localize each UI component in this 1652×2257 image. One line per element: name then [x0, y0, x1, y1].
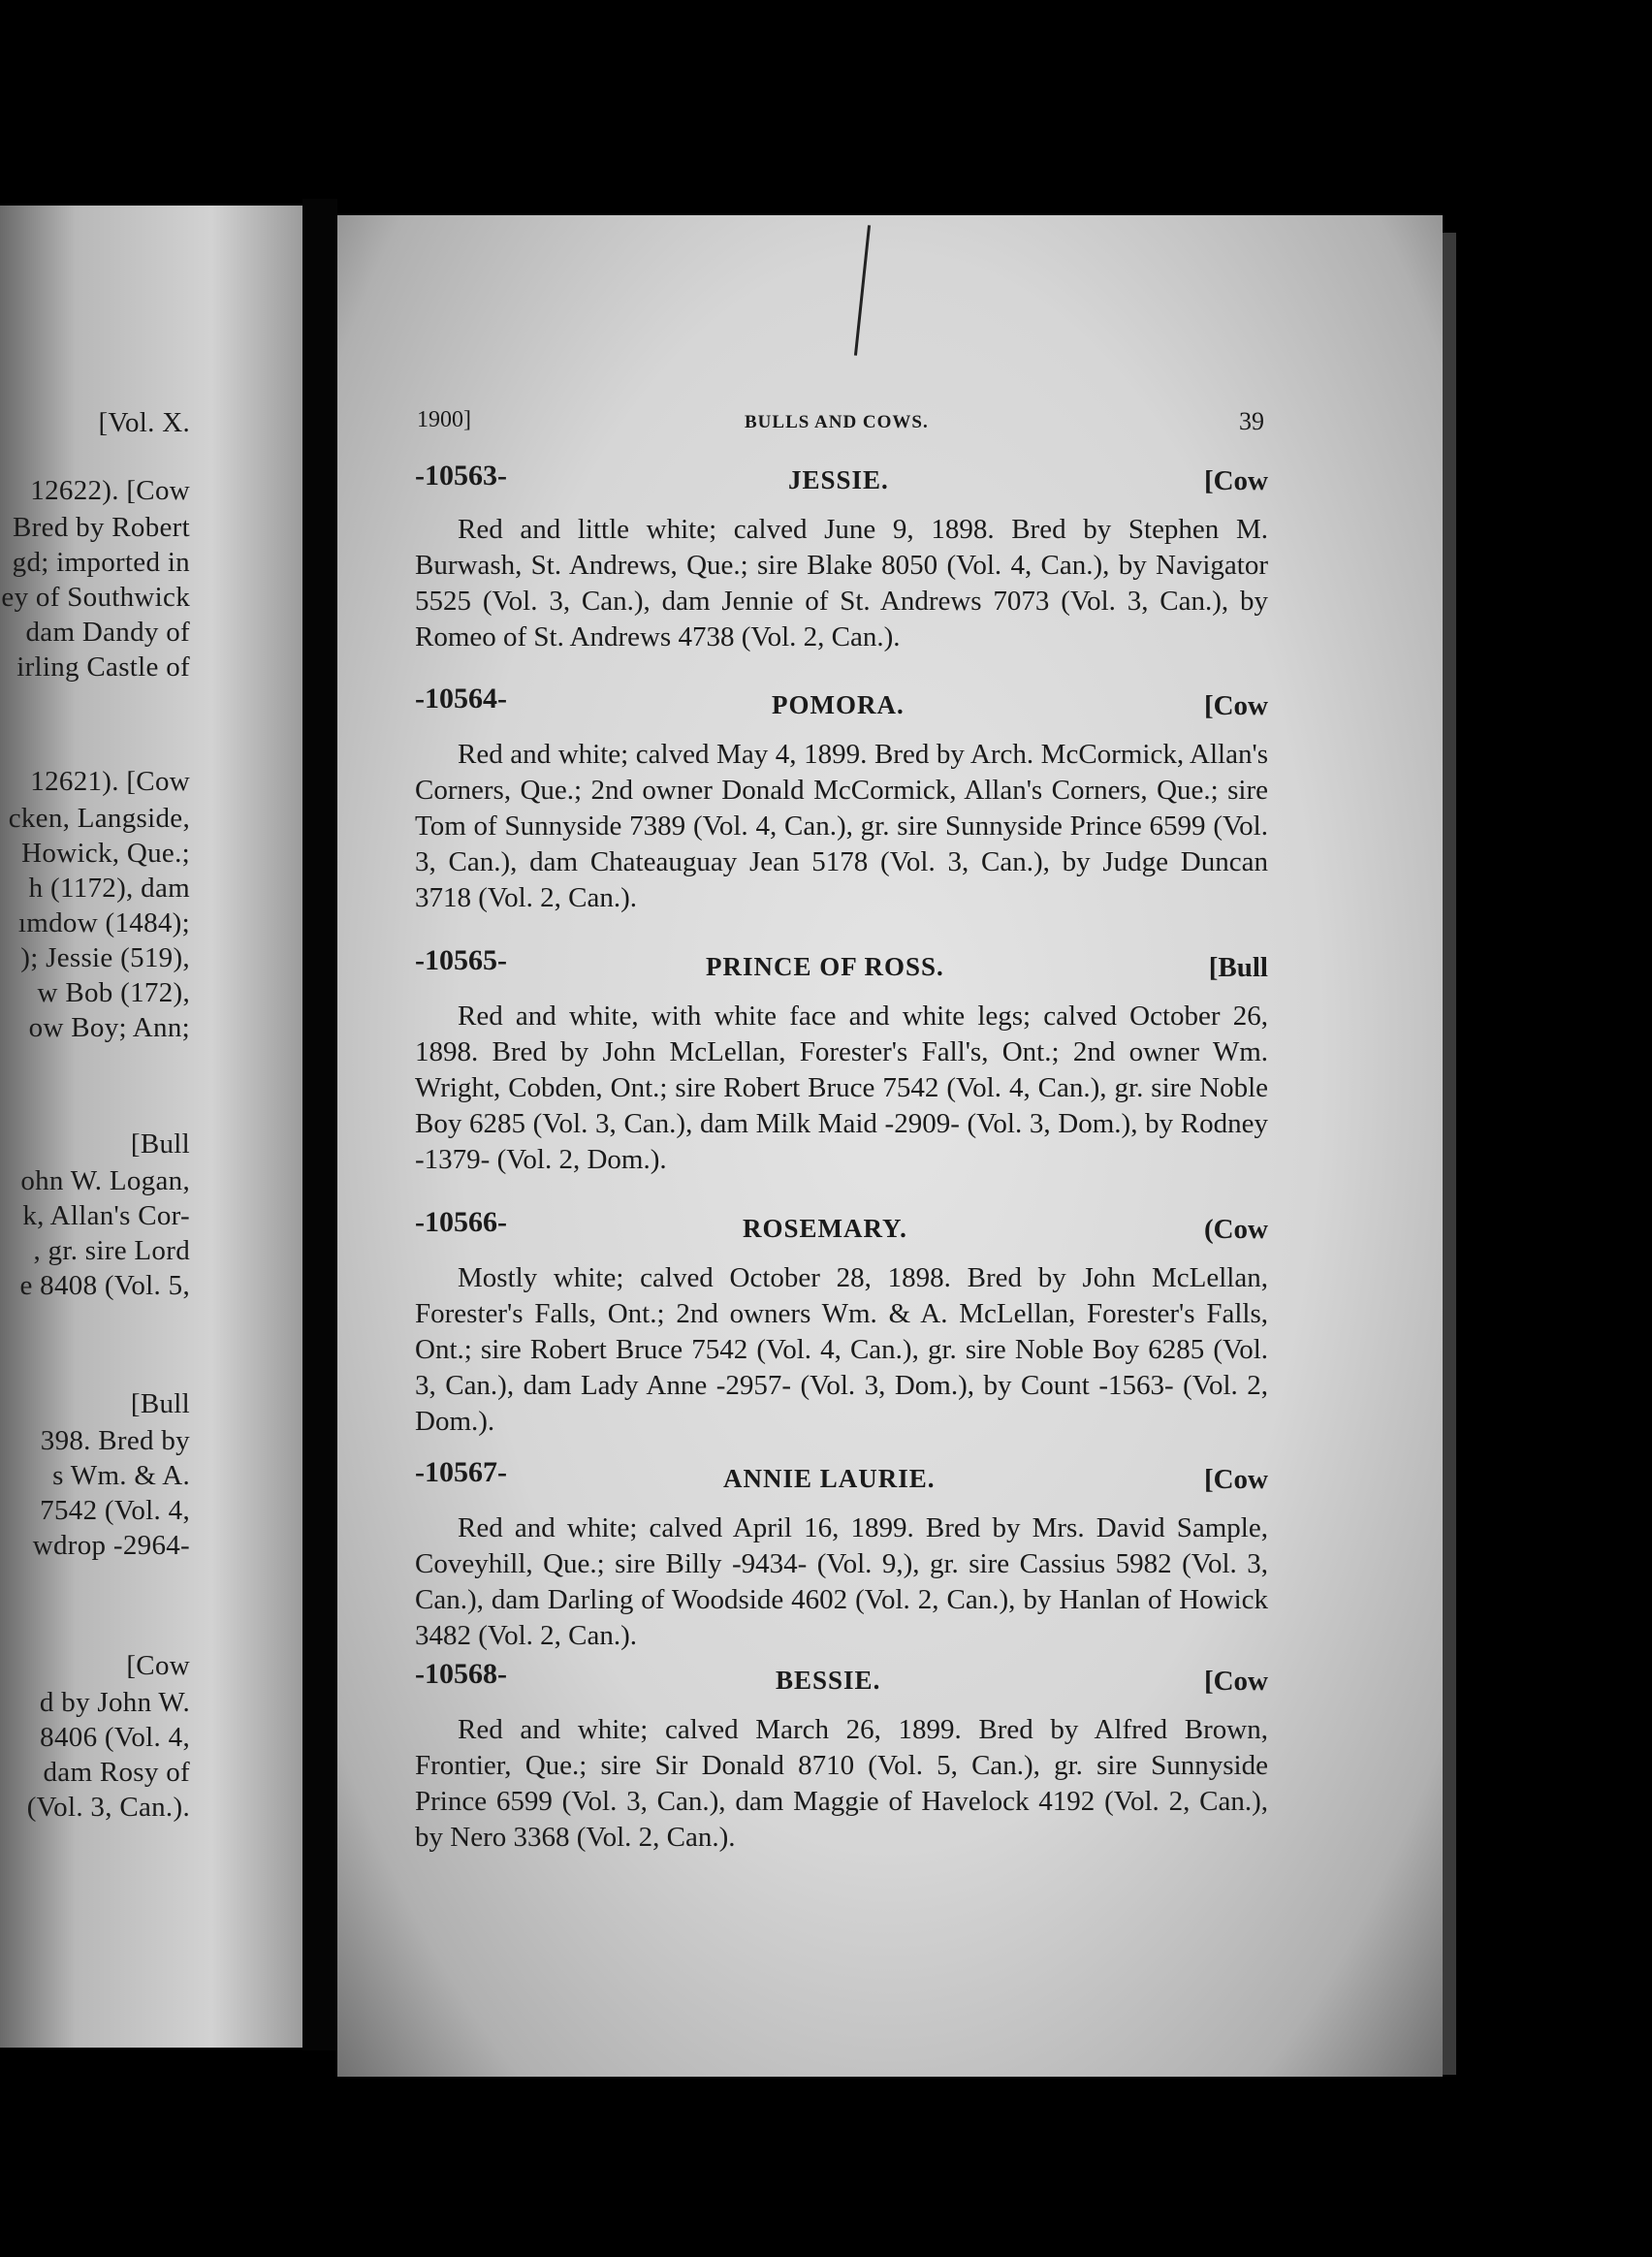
- left-page-line: 8406 (Vol. 4,: [40, 1722, 190, 1753]
- left-page-line: 12621). [Cow: [30, 766, 190, 797]
- entry-name: BESSIE.: [776, 1666, 881, 1695]
- left-page-line: s Wm. & A.: [52, 1460, 190, 1491]
- left-page-line: ); Jessie (519),: [20, 942, 190, 973]
- entry-sex: [Bull: [1208, 952, 1268, 983]
- entry-text: Red and white; calved March 26, 1899. Bred by Alfred Brown, Frontier, Que.; sire Sir Donald 8710 (Vol. 5, Can.), gr. sire Sunnyside Prince 6599 (Vol. 3, Can.), dam Maggie of Havelock 4192 (Vol. 2, Can.), by Nero 3368 (Vol. 2, Can.).: [415, 1714, 1268, 1853]
- entry-name: JESSIE.: [788, 465, 889, 494]
- left-page-line: cken, Langside,: [8, 803, 190, 834]
- entry-text: Red and white; calved May 4, 1899. Bred by Arch. McCormick, Allan's Corners, Que.; 2nd owner Donald McCormick, Allan's Corners, Que.; sire Tom of Sunnyside 7389 (Vol. 4, Can.), gr. sire Sunnyside Prince 6599 (Vol. 3, Can.), dam Chateauguay Jean 5178 (Vol. 3, Can.), by Judge Duncan 3718 (Vol. 2, Can.).: [415, 739, 1268, 913]
- left-page-line: w Bob (172),: [37, 977, 190, 1008]
- entry-number: -10565-: [415, 944, 507, 976]
- entry-sex: (Cow: [1203, 1214, 1268, 1245]
- left-page-line: (Vol. 3, Can.).: [26, 1792, 190, 1823]
- left-page-line: ohn W. Logan,: [20, 1165, 190, 1196]
- entry-name: ANNIE LAURIE.: [723, 1464, 936, 1493]
- entry-name: PRINCE OF ROSS.: [706, 952, 944, 981]
- entry-number: -10568-: [415, 1658, 507, 1690]
- left-page-line: gd; imported in: [12, 547, 190, 578]
- left-page-line: [Bull: [130, 1128, 190, 1160]
- entry-number: -10567-: [415, 1456, 507, 1488]
- entry-text: Red and white, with white face and white legs; calved October 26, 1898. Bred by John McLellan, Forester's Fall's, Ont.; 2nd owner Wm. Wright, Cobden, Ont.; sire Robert Bruce 7542 (Vol. 4, Can.), gr. sire Noble Boy 6285 (Vol. 3, Can.), dam Milk Maid -2909- (Vol. 3, Dom.), by Rodney -1379- (Vol. 2, Dom.).: [415, 1001, 1268, 1175]
- left-page-line: dam Rosy of: [43, 1757, 190, 1788]
- left-page-line: dam Dandy of: [25, 617, 190, 648]
- entry-sex: [Cow: [1203, 1666, 1268, 1697]
- left-page-line: [Bull: [130, 1388, 190, 1419]
- left-page-line: 398. Bred by: [40, 1425, 190, 1456]
- entry-number: -10564-: [415, 683, 507, 715]
- left-page-line: wdrop -2964-: [32, 1530, 190, 1561]
- left-page-line: irling Castle of: [16, 652, 190, 683]
- left-page: [0, 206, 302, 2048]
- entry-name: ROSEMARY.: [743, 1214, 907, 1243]
- left-page-line: [Cow: [126, 1650, 190, 1681]
- running-head-title: BULLS AND COWS.: [745, 412, 929, 432]
- entry-number: -10563-: [415, 460, 507, 492]
- page-edge: [1443, 233, 1456, 2075]
- page-number: 39: [1239, 407, 1264, 435]
- left-page-line: ey of Southwick: [1, 582, 190, 613]
- entry-text: Red and little white; calved June 9, 1898. Bred by Stephen M. Burwash, St. Andrews, Que.; sire Blake 8050 (Vol. 4, Can.), by Navigator 5525 (Vol. 3, Can.), dam Jennie of St. Andrews 7073 (Vol. 3, Can.), by Romeo of St. Andrews 4738 (Vol. 2, Can.).: [415, 514, 1268, 652]
- book-gutter: [302, 199, 337, 2050]
- entry-name: POMORA.: [772, 690, 905, 719]
- left-page-line: h (1172), dam: [28, 873, 190, 904]
- entry-sex: [Cow: [1203, 1464, 1268, 1495]
- left-page-line: , gr. sire Lord: [33, 1235, 190, 1266]
- left-page-line: e 8408 (Vol. 5,: [19, 1270, 190, 1301]
- left-page-line: 7542 (Vol. 4,: [40, 1495, 190, 1526]
- left-page-line: d by John W.: [39, 1687, 190, 1718]
- entry-text: Mostly white; calved October 28, 1898. Bred by John McLellan, Forester's Falls, Ont.; 2nd owners Wm. & A. McLellan, Forester's Falls, Ont.; sire Robert Bruce 7542 (Vol. 4, Can.), gr. sire Noble Boy 6285 (Vol. 3, Can.), dam Lady Anne -2957- (Vol. 3, Dom.), by Count -1563- (Vol. 2, Dom.).: [415, 1262, 1268, 1437]
- left-page-line: ow Boy; Ann;: [28, 1012, 190, 1043]
- left-page-header: [Vol. X.: [98, 407, 190, 438]
- entry-number: -10566-: [415, 1206, 507, 1238]
- left-page-line: k, Allan's Cor-: [22, 1200, 190, 1231]
- left-page-line: Howick, Que.;: [21, 838, 190, 869]
- entry-text: Red and white; calved April 16, 1899. Bred by Mrs. David Sample, Coveyhill, Que.; sire Billy -9434- (Vol. 9,), gr. sire Cassius 5982 (Vol. 3, Can.), dam Darling of Woodside 4602 (Vol. 2, Can.), by Hanlan of Howick 3482 (Vol. 2, Can.).: [415, 1512, 1268, 1651]
- running-head-year: 1900]: [417, 407, 471, 432]
- right-page: [337, 215, 1443, 2077]
- entry-sex: [Cow: [1203, 465, 1268, 496]
- scratch-mark: [854, 225, 871, 356]
- left-page-line: Bred by Robert: [12, 512, 190, 543]
- entry-sex: [Cow: [1203, 690, 1268, 721]
- left-page-line: ımdow (1484);: [17, 907, 190, 938]
- left-page-line: 12622). [Cow: [30, 475, 190, 506]
